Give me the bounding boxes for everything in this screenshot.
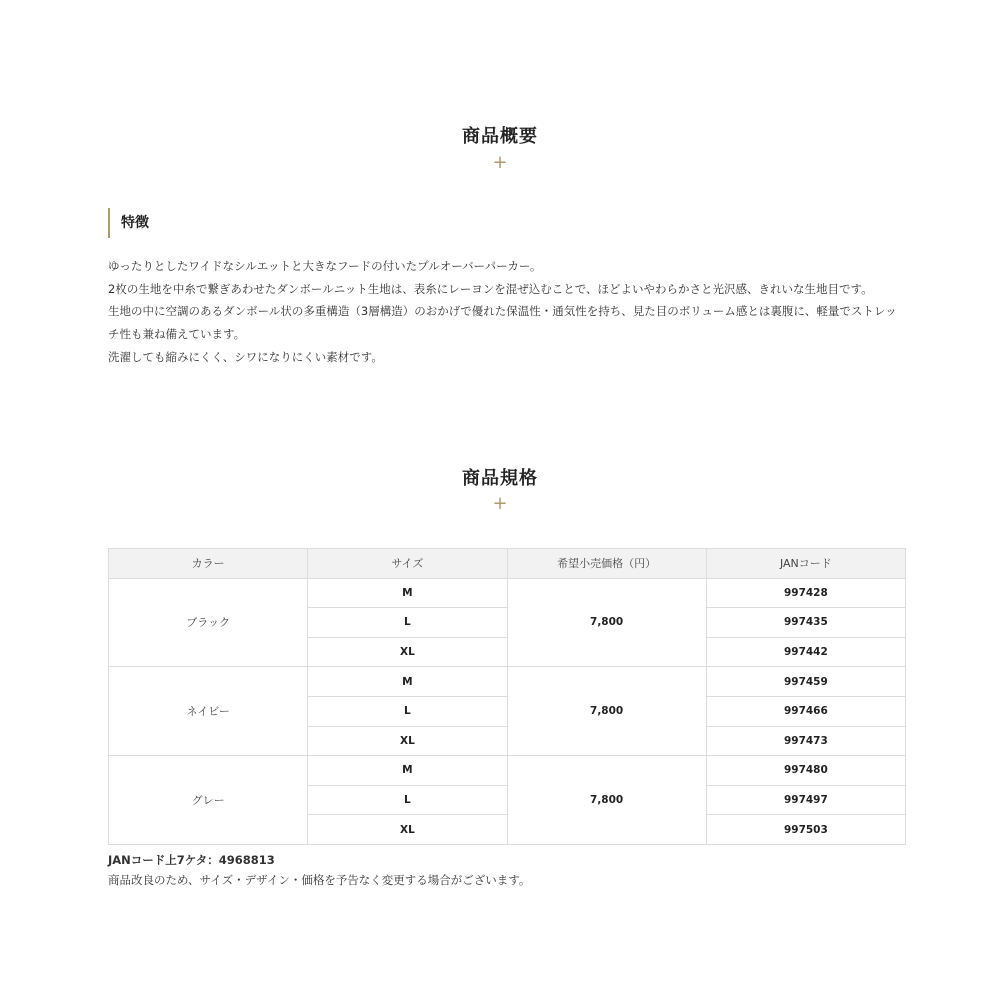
jan-cell: 997466 <box>706 696 905 726</box>
disclaimer-note: 商品改良のため、サイズ・デザイン・価格を予告なく変更する場合がございます。 <box>108 873 531 887</box>
size-cell: L <box>308 696 507 726</box>
price-cell: 7,800 <box>507 756 706 845</box>
price-cell: 7,800 <box>507 578 706 667</box>
size-cell: M <box>308 756 507 786</box>
price-cell: 7,800 <box>507 667 706 756</box>
jan-cell: 997459 <box>706 667 905 697</box>
color-cell: ネイビー <box>109 667 308 756</box>
spec-plus-icon: + <box>492 493 508 514</box>
header-size: サイズ <box>308 549 507 579</box>
spec-notes <box>108 850 530 890</box>
header-jan: JANコード <box>706 549 905 579</box>
jan-prefix-note: JANコード上7ケタ：4968813 <box>108 853 275 867</box>
table-row <box>109 578 906 608</box>
overview-plus-icon: + <box>492 152 508 173</box>
size-cell: L <box>308 785 507 815</box>
header-color: カラー <box>109 549 308 579</box>
table-header-row <box>109 549 906 579</box>
color-cell: ブラック <box>109 578 308 667</box>
overview-title: 商品概要 <box>462 126 538 147</box>
table-row <box>109 756 906 786</box>
color-cell: グレー <box>109 756 308 845</box>
jan-cell: 997480 <box>706 756 905 786</box>
jan-cell: 997435 <box>706 608 905 638</box>
size-cell: L <box>308 608 507 638</box>
size-cell: XL <box>308 815 507 845</box>
size-cell: M <box>308 578 507 608</box>
jan-cell: 997473 <box>706 726 905 756</box>
description-paragraph: 生地の中に空調のあるダンボール状の多重構造（3層構造）のおかげで優れた保温性・通気性を持ち、見た目のボリューム感とは裏腹に、軽量でストレッチ性も兼ね備えています。 <box>108 304 897 342</box>
jan-cell: 997497 <box>706 785 905 815</box>
table-row <box>109 667 906 697</box>
spec-title: 商品規格 <box>462 468 538 489</box>
feature-heading: 特徴 <box>108 208 149 238</box>
feature-description <box>108 255 908 369</box>
jan-cell: 997503 <box>706 815 905 845</box>
size-cell: XL <box>308 726 507 756</box>
description-paragraph: 洗濯しても縮みにくく、シワになりにくい素材です。 <box>108 349 383 364</box>
jan-cell: 997442 <box>706 637 905 667</box>
description-paragraph: ゆったりとしたワイドなシルエットと大きなフードの付いたプルオーバーパーカー。 <box>108 259 542 273</box>
jan-cell: 997428 <box>706 578 905 608</box>
size-cell: M <box>308 667 507 697</box>
header-price: 希望小売価格（円） <box>507 549 706 579</box>
description-paragraph: 2枚の生地を中糸で繋ぎあわせたダンボールニット生地は、表糸にレーヨンを混ぜ込むことで、ほどよいやわらかさと光沢感、きれいな生地目です。 <box>108 281 873 296</box>
size-cell: XL <box>308 637 507 667</box>
spec-table <box>108 548 906 845</box>
